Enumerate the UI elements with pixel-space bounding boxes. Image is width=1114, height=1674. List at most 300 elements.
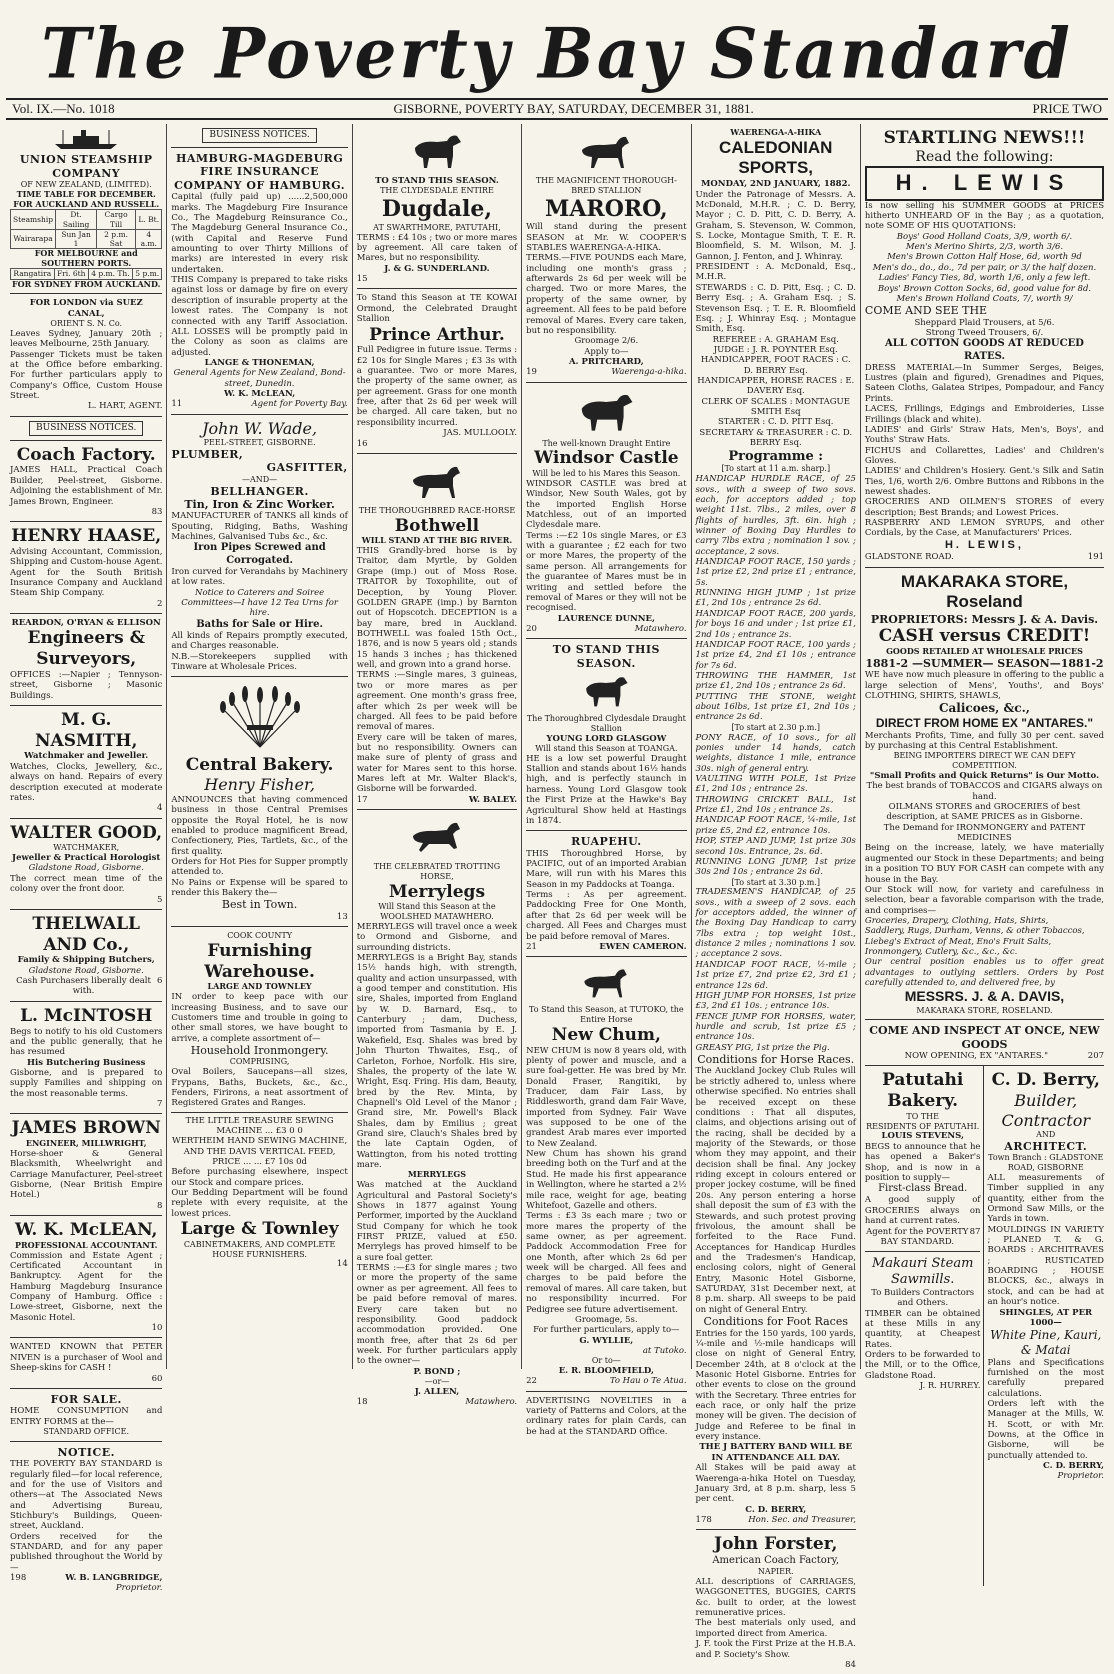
nasmith-title: M. G. NASMITH, bbox=[35, 710, 138, 751]
table-cell: Cargo Till bbox=[97, 210, 136, 229]
merrylegs-head: THE CELEBRATED TROTTING HORSE, bbox=[373, 862, 501, 881]
list-item: THROWING THE HAMMER, 1st prize £1, 2nd 10s ; entrance 2s 6d. bbox=[695, 671, 856, 692]
patutahi-agent: Agent for the POVERTY BAY STANDARD. bbox=[866, 1226, 969, 1247]
hamburg-agent-sub: Agent for Poverty Bay. bbox=[251, 399, 348, 410]
newchum-text: NEW CHUM is now 8 years old, with plenty of power and muscle, and a sure foal-getter. He was bred by Mr. Donald Fraser, Rangitiki, by Traducer, dam Fair Lass, by Riddlesworth, grand dam Fair Wave, imported from Sydney. Fair Wave was supposed to be one of the grandest Arab mares ever imported to New Zealand. bbox=[526, 1045, 687, 1149]
newchum-text-2: New Chum has shown his grand breeding both on the Turf and at the Stud. He made his first appearance in Wellington, where he started a 2½ mile race, weight for age, beating Whitefoot, Gazelle and others. bbox=[526, 1149, 687, 1211]
townley-sub: LARGE AND TOWNLEY bbox=[207, 981, 312, 992]
merrylegs-text: MERRYLEGS will travel once a week to Ormond and Gisborne, and surrounding districts. bbox=[356, 921, 518, 953]
ad-number: 198 bbox=[10, 1573, 27, 1584]
windsor-signature: LAURENCE DUNNE, bbox=[557, 613, 655, 624]
table-cell: Fri. 6th bbox=[54, 269, 88, 279]
makaraka-signature-2: MAKARAKA STORE, ROSELAND. bbox=[916, 1005, 1053, 1015]
ad-mclean bbox=[10, 1216, 162, 1338]
notices-heading: BUSINESS NOTICES. bbox=[29, 421, 143, 436]
bottom-right bbox=[984, 1066, 1104, 1586]
list-item: HOP, STEP AND JUMP, 1st prize 30s second 10s. Entrance, 2s. 6d. bbox=[695, 836, 856, 857]
makaraka-title: MAKARAKA STORE, Roseland bbox=[900, 571, 1069, 612]
mcintosh-text-2: Gisborne, and is prepared to supply Families and shipping on the most reasonable terms. bbox=[10, 1068, 163, 1099]
notice-signature: W. B. LANGBRIDGE, bbox=[65, 1573, 163, 1584]
sports-judge: JUDGE : J. R. POYNTER Esq. bbox=[713, 344, 838, 355]
masthead-title: The Poverty Bay Standard bbox=[41, 12, 1073, 95]
table-cell: Wairarapa bbox=[11, 229, 56, 248]
good-title: WALTER GOOD, bbox=[10, 822, 163, 843]
lewis-fichus: FICHUS and Collarettes, Ladies' and Children's Gloves. bbox=[864, 445, 1105, 466]
column-6 bbox=[861, 124, 1108, 1482]
wade-sub: PEEL-STREET, GISBORNE. bbox=[203, 438, 316, 448]
union-table-title: TIME TABLE FOR DECEMBER. bbox=[16, 188, 156, 199]
berry-signature: C. D. BERRY, bbox=[1043, 1461, 1105, 1472]
volume-number: Vol. IX.—No. 1018 bbox=[12, 101, 115, 116]
good-text: The correct mean time of the colony over the front door. bbox=[10, 873, 163, 895]
arthur-title: Prince Arthur. bbox=[369, 324, 505, 345]
table-cell: Dt. Sailing bbox=[56, 210, 97, 229]
townley-text-4: Our Bedding Department will be found replete with every requisite, at the lowest prices. bbox=[171, 1188, 348, 1219]
wade-trade-4: BELLHANGER. bbox=[210, 484, 309, 498]
union-route-1: FOR AUCKLAND AND RUSSELL. bbox=[13, 198, 160, 209]
wade-title: John W. Wade, bbox=[202, 418, 318, 438]
sports-start-1: [To start at 11 a.m. sharp.] bbox=[721, 464, 831, 474]
table-cell: 4 p.m. Th. bbox=[88, 269, 132, 279]
lewis-items bbox=[865, 232, 1104, 305]
haase-text: Advising Accountant, Commission, Shipping and Custom-house Agent. Agent for the South British Insurance Company and Auckland Steam Ship Company. bbox=[10, 546, 163, 599]
wade-trade-3: —AND— bbox=[241, 474, 278, 484]
townley-text: IN order to keep pace with our increasing Business, and to save our Customers time and trouble in going to other small stores, we have bought to arrive, a complete assortment of— bbox=[171, 992, 348, 1044]
thelwall-text: Cash Purchasers liberally dealt with. bbox=[16, 976, 151, 997]
steamship-icon bbox=[51, 128, 121, 150]
union-route-3: FOR SYDNEY FROM AUCKLAND. bbox=[11, 278, 161, 289]
sports-clerk: CLERK OF SCALES : MONTAGUE SMITH Esq bbox=[701, 396, 850, 418]
comeinspect-sub: NOW OPENING, EX "ANTARES." bbox=[904, 1051, 1049, 1062]
lewis-signature: H. LEWIS, bbox=[944, 538, 1024, 551]
business-notices-head bbox=[10, 417, 162, 441]
ad-patutahi-bakery bbox=[865, 1066, 981, 1252]
ad-number: 87 bbox=[969, 1226, 981, 1237]
makaraka-direct: DIRECT FROM HOME EX "ANTARES." bbox=[875, 716, 1094, 731]
list-item: HIGH JUMP FOR HORSES, 1st prize £3, 2nd £1 10s. ; entrance 10s. bbox=[695, 990, 856, 1012]
newchum-title: New Chum, bbox=[551, 1024, 661, 1045]
bothwell-title: Bothwell bbox=[394, 515, 480, 536]
ad-number: 5 bbox=[157, 894, 163, 905]
comeinspect-title: COME AND INSPECT AT ONCE, NEW GOODS bbox=[869, 1024, 1100, 1051]
ad-number: 191 bbox=[1087, 552, 1105, 563]
ad-reardon bbox=[10, 614, 162, 706]
ad-windsor-castle bbox=[526, 383, 686, 640]
dugdale-sub: THE CLYDESDALE ENTIRE bbox=[380, 186, 494, 196]
haase-title: HENRY HAASE, bbox=[11, 526, 162, 547]
bottom-left bbox=[865, 1066, 985, 1586]
column-5 bbox=[692, 124, 861, 1670]
good-place: Gladstone Road, Gisborne. bbox=[28, 863, 144, 874]
sawmills-text: TIMBER can be obtained at these Mills in any quantity, at Cheapest Rates. bbox=[864, 1308, 981, 1350]
lewis-come: COME AND SEE THE bbox=[864, 304, 988, 318]
ad-number: 178 bbox=[695, 1514, 712, 1525]
hamburg-agent: W. K. McLEAN, bbox=[223, 389, 296, 400]
makaraka-season: 1881-2 —SUMMER— SEASON—1881-2 bbox=[865, 656, 1104, 670]
ad-number: 2 bbox=[157, 598, 163, 609]
patutahi-text-2: A good supply of GROCERIES always on hand at current rates. bbox=[864, 1195, 981, 1227]
arthur-text: Full Pedigree in future issue. Terms : £2 10s for Single Mares ; £3 3s with a guarantee. Two or more Mares, the property of the same owner, as per agreement. Grass for one month free, after that 2s 6d per week will be charged. All care taken, but no responsibility incurred. bbox=[356, 345, 518, 428]
ad-come-inspect bbox=[865, 1020, 1104, 1066]
wanted-text: WANTED KNOWN that PETER NIVEN is a purchaser of Wool and Sheep-skins for CASH ! bbox=[10, 1342, 163, 1374]
sports-signature: C. D. BERRY, bbox=[745, 1504, 807, 1515]
ad-notice bbox=[10, 1442, 162, 1598]
forster-text-2: The best materials only used, and imported direct from America. bbox=[695, 1618, 856, 1639]
list-item: Boys' Brown Cotton Socks, 6d, good value for 8d. bbox=[877, 283, 1092, 294]
wade-text: MANUFACTURER of TANKS all kinds of Spouting, Ridging, Baths, Washing Machines, Galvanised Tubs &c., &c. bbox=[171, 511, 348, 543]
bottom-split bbox=[865, 1066, 1104, 1586]
sports-patronage: Under the Patronage of Messrs. A. McDonald, M.H.R. ; C. D. Berry, Mayor ; C. D. Pitt, C. D. Berry, A. Graham, S. Stevenson, W. Common, S. Locke, Montague Smith, T. E. R. Bloomfield, S. M. Wilson, M. J. Gannon, J. Fenton, and J. Whinray. bbox=[695, 189, 856, 262]
lewis-signature-2: GLADSTONE ROAD. bbox=[864, 552, 954, 563]
makaraka-proprietors: PROPRIETORS: Messrs J. & A. Davis. bbox=[870, 613, 1099, 627]
wade-text-3: All kinds of Repairs promptly executed, and Charges reasonable. bbox=[171, 630, 348, 652]
table-cell: L. Bt. bbox=[136, 210, 162, 229]
makaraka-signature: MESSRS. J. & A. DAVIS, bbox=[904, 988, 1065, 1005]
mcintosh-text: Begs to notify to his old Customers and the public generally, that he has resumed bbox=[10, 1026, 163, 1058]
arthur-head: To Stand this Season at TE KOWAI Ormond, the Celebrated Draught Stallion bbox=[356, 293, 518, 325]
makaraka-text-7: Our Stock will now, for variety and carefulness in selection, bear a favorable comparison with the trade, and comprises— bbox=[864, 884, 1105, 916]
makaraka-calicoes: Calicoes, &c., bbox=[938, 701, 1030, 716]
maroro-signature-2: Waerenga-a-hika. bbox=[611, 367, 687, 378]
hamburg-firm-sub: General Agents for New Zealand, Bond-street, Dunedin. bbox=[173, 368, 346, 389]
sports-head: WAERENGA-A-HIKA bbox=[730, 127, 822, 137]
ad-number: 84 bbox=[845, 1659, 856, 1670]
mclean-title: W. K. McLEAN, bbox=[14, 1220, 158, 1241]
berry-sub-2: ARCHITECT. bbox=[1004, 1139, 1088, 1153]
lewis-read: Read the following: bbox=[915, 148, 1054, 165]
hamburg-text: Capital (fully paid up) ......2,500,000 marks. The Magdeburg Fire Insurance Co., The Magdeburg Reinsurance Co., The Magdeburg General Insurance Co., (with Capital and Reserve Fund amounting to over Thirty Millions of marks) are interested in every risk undertaken. bbox=[171, 192, 348, 275]
ad-merrylegs bbox=[357, 810, 517, 1411]
dugdale-signature: J. & G. SUNDERLAND. bbox=[384, 263, 490, 274]
sports-stakes: All Stakes will be paid away at Waerenga-a-hika Hotel on Tuesday, January 3rd, at 8 p.m. sharp, less 5 per cent. bbox=[695, 1463, 856, 1505]
berry-shingles: SHINGLES, AT PER 1000— bbox=[999, 1307, 1093, 1328]
dugdale-head: TO STAND THIS SEASON. bbox=[375, 176, 499, 186]
bothwell-text: THIS Grandly-bred horse is by Traitor, dam Myrtle, by Golden Grape (imp.) out of Moss Rose. TRAITOR by Toxophilite, out of Deception, by Young Plover. GOLDEN GRAPE (imp.) by Barnton out of Hopscotch. DECEPTION is a bay mare, bred in Auckland. BOTHWELL was foaled 15th Oct., 1876, and is now 5 years old ; stands 15 hands 3 inches ; has thickened well, and grown into a grand horse. bbox=[356, 546, 518, 671]
good-sub: WATCHMAKER, bbox=[53, 843, 120, 853]
ad-lord-glasgow bbox=[526, 639, 686, 831]
mcintosh-sub: His Butchering Business bbox=[27, 1057, 146, 1068]
price: PRICE TWO bbox=[1032, 101, 1102, 116]
townley-treasure: THE LITTLE TREASURE SEWING MACHINE ... £3 0 0 bbox=[185, 1115, 334, 1136]
suez-text: Leaves Sydney, January 20th ; leaves Melbourne, 25th January. bbox=[10, 328, 163, 350]
notice-text: THE POVERTY BAY STANDARD is regularly filed—for local reference, and for the use of Visitors and others—at The Associated News and Advertising Bureau, Stichbury's Buildings, Queen-street, Auckland. bbox=[10, 1459, 163, 1532]
wade-trade: PLUMBER, bbox=[171, 448, 244, 461]
sports-foot-text: Entries for the 150 yards, 100 yards, ¼-mile and ½-mile handicaps will close on night of General Entry, December 24th, at 8 o'clock at the Masonic Hotel Gisborne. Entries for other events to close on the ground with the Secretary. Three entries for each race, or only half the prize money will be given. The decision of Judge and Referee to be final in every instance. bbox=[695, 1328, 856, 1443]
ad-number: 13 bbox=[336, 911, 348, 922]
list-item: FENCE JUMP FOR HORSES, water, hurdle and scrub, 1st prize £5 ; entrance 10s. bbox=[695, 1011, 856, 1043]
ad-number: 19 bbox=[526, 367, 537, 378]
patutahi-title: Patutahi Bakery. bbox=[882, 1070, 964, 1112]
patutahi-residents: RESIDENTS OF PATUTAHI. bbox=[866, 1121, 980, 1131]
list-item: Men's Brown Cotton Half Hose, 6d, worth 9d bbox=[887, 252, 1082, 263]
ad-new-chum bbox=[526, 957, 686, 1391]
reardon-title: REARDON, O'RYAN & ELLISON bbox=[11, 618, 161, 629]
patutahi-name: LOUIS STEVENS, bbox=[881, 1131, 964, 1142]
merrylegs-text-4: TERMS :—£3 for single mares ; two or more the property of the same owner as per agreement. All fees to be paid before removal of mares. Every care taken but no responsibility. Good paddock accommodation provided. One month free, after that 2s 6d per week. For further particulars apply to the owner— bbox=[356, 1263, 518, 1367]
forster-sub: American Coach Factory, bbox=[712, 1555, 840, 1567]
suez-title: FOR LONDON via SUEZ CANAL, bbox=[29, 298, 143, 319]
table-cell: Steamship bbox=[11, 210, 56, 229]
list-item: HANDICAP FOOT RACE, 100 yards ; 1st prize £4, 2nd £1 10s ; entrance for 7s 6d. bbox=[695, 639, 856, 671]
makaraka-list bbox=[865, 916, 1104, 957]
coach-title: Coach Factory. bbox=[16, 444, 156, 465]
ad-makaraka-store bbox=[865, 568, 1104, 1021]
wade-line-2: Iron Pipes Screwed and Corrogated. bbox=[193, 542, 326, 566]
place-date: GISBORNE, POVERTY BAY, SATURDAY, DECEMBER 31, 1881. bbox=[393, 101, 754, 116]
list-item: PONY RACE, of 10 sovs., for all ponies under 14 hands, catch weights, distance 1 mile, entrance 30s. nigh of general entry. bbox=[695, 732, 856, 774]
clydesdale-icon bbox=[576, 674, 636, 710]
ruapehu-text: THIS Thoroughbred Horse, by PACIFIC, out of an imported Arabian Mare, will run with his Mares this Season in my Paddocks at Toanga. bbox=[526, 848, 687, 890]
ad-number: 22 bbox=[526, 1376, 537, 1387]
thelwall-sub: Family & Shipping Butchers, bbox=[17, 955, 155, 966]
sawmills-title: Makauri Steam Sawmills. bbox=[871, 1256, 974, 1288]
list-item: Men's Merino Shirts, 2/3, worth 3/6. bbox=[905, 242, 1064, 253]
table-row bbox=[11, 269, 162, 279]
business-notices-head-2 bbox=[171, 124, 347, 148]
sports-conditions-horse: Conditions for Horse Races. bbox=[697, 1053, 855, 1067]
list-item: Strong Tweed Trousers, 6/. bbox=[925, 328, 1044, 338]
berry-signature-2: Proprietor. bbox=[1057, 1471, 1105, 1482]
makaraka-text-8: Our central position enables us to offer great advantages to outlying settlers. Orders by Post carefully attended to, and delivered free, by bbox=[864, 957, 1105, 989]
berry-text-4: Orders left with the Manager at the Mills, W. H. Scott, or with Mr. Downs, at the Office in Gisborne, will be punctually attended to. bbox=[987, 1398, 1105, 1461]
glasgow-head: TO STAND THIS SEASON. bbox=[552, 643, 660, 670]
wade-text-4: N.B.—Storekeepers supplied with Tinware at Wholesale Prices. bbox=[171, 651, 348, 672]
glasgow-text: HE is a low set powerful Draught Stallion and stands about 16½ hands high, and is perfectly staunch in harness. Young Lord Glasgow took the First Prize at the Hawke's Bay Agricultural Show held at Hastings in 1874. bbox=[526, 753, 687, 826]
ad-bothwell bbox=[357, 454, 517, 810]
sports-president: PRESIDENT : A. McDonald, Esq., M.H.R. bbox=[695, 262, 856, 283]
merrylegs-signature: P. BOND ; bbox=[413, 1366, 461, 1377]
merrylegs-sub-2: MERRYLEGS bbox=[407, 1169, 466, 1180]
ad-number: 7 bbox=[157, 1099, 163, 1110]
newchum-signature: G. WYLLIE, bbox=[579, 1335, 634, 1346]
list-item: THROWING CRICKET BALL, 1st Prize £1, 2nd 10s ; entrance 2s. bbox=[695, 794, 856, 816]
ad-union-steamship bbox=[10, 124, 162, 294]
ad-number: 20 bbox=[526, 623, 537, 634]
forsale-text: HOME CONSUMPTION and ENTRY FORMS at the— bbox=[10, 1406, 163, 1427]
list-item: RUNNING HIGH JUMP ; 1st prize £1, 2nd 10s ; entrance 2s 6d. bbox=[695, 588, 856, 609]
ad-large-townley bbox=[171, 927, 347, 1274]
list-item: Ironmongery, Cutlery, &c., &c., &c. bbox=[864, 947, 1018, 958]
makaraka-text-3: The best brands of TOBACCOS and CIGARS always on hand. bbox=[866, 781, 1103, 802]
ad-nasmith bbox=[10, 706, 162, 819]
table-cell: Rangatira bbox=[11, 269, 55, 279]
reardon-text: OFFICES :—Napier ; Tennyson-street, Gisborne ; Masonic Buildings. bbox=[10, 669, 163, 701]
ad-number: 16 bbox=[356, 438, 368, 449]
mclean-text: Commission and Estate Agent ; Certificated Accountant in Bankruptcy. Agent for the Hamburg Magdeburg Insurance Company of Hamburg. Office : Lowe-street, Gisborne, next the Masonic Hotel. bbox=[10, 1250, 163, 1323]
wade-text-2: Iron curved for Verandahs by Machinery at low rates. bbox=[171, 566, 348, 588]
townley-firm: Large & Townley bbox=[180, 1219, 339, 1240]
list-item: HANDICAP FOOT RACE, ¼-mile, 1st prize £5, 2nd £2, entrance 10s. bbox=[695, 815, 856, 836]
list-item: Liebeg's Extract of Meat, Eno's Fruit Salts, bbox=[864, 936, 1052, 947]
column-1 bbox=[6, 124, 167, 1594]
ad-number: 83 bbox=[151, 506, 163, 517]
newchum-groomage: Groomage, 5s. bbox=[575, 1314, 638, 1325]
reardon-sub: Engineers & Surveyors, bbox=[27, 628, 145, 670]
sports-title: CALEDONIAN SPORTS, bbox=[719, 137, 833, 178]
merrylegs-signature-3: Matawhero. bbox=[465, 1397, 518, 1408]
dateline bbox=[6, 98, 1108, 120]
list-item: Sheppard Plaid Trousers, at 5/6. bbox=[914, 317, 1055, 328]
table-row bbox=[11, 210, 162, 229]
windsor-sub: Will be led to his Mares this Season. bbox=[532, 469, 681, 479]
suez-signature: L. HART, AGENT. bbox=[88, 401, 163, 412]
patutahi-text: BEGS to announce that he has opened a Baker's Shop, and is now in a position to supply— bbox=[864, 1141, 981, 1183]
list-item: PUTTING THE STONE, weight about 16lbs, 1st prize £1, 2nd 10s ; entrance 2s 6d. bbox=[695, 691, 856, 723]
lewis-laces: LACES, Frillings, Edgings and Embroideries, Lisse Frillings (black and white). bbox=[864, 404, 1105, 425]
notice-signature-2: Proprietor. bbox=[115, 1583, 163, 1594]
forster-title: John Forster, bbox=[714, 1534, 838, 1555]
makaraka-importers: BEING IMPORTERS DIRECT WE CAN DEFY COMPETITION. bbox=[893, 751, 1076, 771]
ad-james-brown bbox=[10, 1114, 162, 1216]
ruapehu-title: RUAPEHU. bbox=[571, 835, 642, 849]
newchum-apply: For further particulars, apply to— bbox=[533, 1325, 680, 1336]
suez-text-2: Passenger Tickets must be taken at the Office before embarking. For further particulars apply to Company's Office, Custom House Street. bbox=[10, 349, 163, 401]
sports-referee: REFEREE : A. GRAHAM Esq. bbox=[712, 334, 839, 345]
wade-trade-2: GASFITTER, bbox=[266, 461, 348, 475]
townley-title: Furnishing Warehouse. bbox=[204, 940, 315, 982]
forster-place: NAPIER. bbox=[757, 1567, 794, 1577]
list-item: HANDICAP FOOT RACE, 150 yards ; 1st prize £2, 2nd prize £1 ; entrance, 5s. bbox=[695, 557, 856, 588]
windsor-signature-2: Matawhero. bbox=[634, 623, 687, 634]
ad-number: 6 bbox=[157, 976, 163, 987]
berry-text: ALL measurements of Timber supplied in any quantity, either from the Ormond Saw Mills, or the Yards in town. bbox=[987, 1172, 1105, 1225]
ad-wade bbox=[171, 415, 347, 678]
ruapehu-signature: EWEN CAMERON. bbox=[599, 941, 687, 952]
ad-number: 11 bbox=[171, 399, 183, 410]
list-item: GREASY PIG, 1st prize the Pig. bbox=[695, 1042, 830, 1053]
sawmills-sub: To Builders Contractors and Others. bbox=[871, 1287, 975, 1309]
berry-text-3: Plans and Specifications furnished on the most carefully prepared calculations. bbox=[987, 1357, 1105, 1399]
mcintosh-title: L. McINTOSH bbox=[20, 1005, 153, 1026]
patutahi-bread: First-class Bread. bbox=[878, 1183, 968, 1195]
ad-h-lewis bbox=[865, 124, 1104, 568]
dugdale-place: AT SWARTHMORE, PATUTAHI, bbox=[373, 222, 501, 232]
newchum-head: To Stand this Season, at TUTOKO, the Entire Horse bbox=[529, 1005, 684, 1025]
lewis-hosiery: LADIES' and Children's Hosiery. Gent.'s Silk and Satin Ties, 1/6, worth 2/6. Ombre Buttons and Ribbons in the newest shades. bbox=[864, 466, 1105, 498]
makaraka-text-6: Being on the increase, lately, we have materially augmented our Stock in these Departments; and being in a position TO BUY FOR CASH can compete with any house in the Bay. bbox=[864, 843, 1105, 885]
column-3 bbox=[353, 124, 522, 1408]
sports-conditions-text: The Auckland Jockey Club Rules will be strictly adhered to, unless where otherwise specified. No entries shall be received except on these conditions : That all disputes, claims, and objections arising out of the racing, shall be decided by a majority of the Stewards, or those whom they may appoint, and their decision shall be final. Any jockey riding except in colours entered or proper jockey costume, will be fined 20s. Any person entering a horse shall deposit the sum of £3 with the Stewards, and such protest proving frivolous, the amount shall be forfeited to the Race Fund. Acceptances for Handicap Hurdles and the Tradesmen's Handicap, enclosing colors, night of General Entry, Masonic Hotel Gisborne, SATURDAY, 31st December next, at 8 p.m. sharp. All sweeps to be paid on night of General Entry. bbox=[695, 1066, 856, 1315]
hamburg-text-2: THIS Company is prepared to take risks against loss or damage by fire on every description of insurable property at the lowest rates. The Company is not connected with any Tariff Association. ALL LOSSES will be promptly paid in the Colony as soon as claims are adjusted. bbox=[171, 275, 348, 358]
thelwall-place: Gladstone Road, Gisborne. bbox=[28, 965, 144, 976]
sports-handicapper-horse: HANDICAPPER, HORSE RACES : E. DAVERY Esq. bbox=[697, 376, 855, 397]
windsor-text: WINDSOR CASTLE was bred at Windsor, New South Wales, got by the imported English Horse Matchless, out of an imported Clydesdale mare. bbox=[526, 478, 687, 531]
makaraka-motto: "Small Profits and Quick Returns" is Our Motto. bbox=[869, 770, 1100, 781]
wade-line-3: Baths for Sale or Hire. bbox=[196, 618, 323, 630]
patutahi-to: TO THE bbox=[906, 1111, 939, 1121]
townley-ironmongery: Household Ironmongery. bbox=[190, 1043, 329, 1057]
list-item: TRADESMEN'S HANDICAP, of 25 sovs., with a sweep of 2 sovs. each for acceptors added, the winner of the Boxing Day Handicap to carry 7lbs extra ; top weight 10st., distance 2 miles ; nominations 1 sov. ; acceptance 2 sovs. bbox=[695, 887, 856, 960]
newchum-text-3: Terms : £3 3s each mare ; two or more mares the property of the same owner, as per agreement. Paddock Accommodation Free for one Month, after which 2s 6d per week will be charged. All fees and charges to be paid before the removal of mares. All care taken, but no responsibility incurred. For Pedigree see future advertisement. bbox=[526, 1211, 687, 1315]
ad-number: 4 bbox=[157, 803, 163, 814]
sports-start-2: [To start at 2.30 p.m.] bbox=[731, 722, 821, 732]
union-sub: OF NEW ZEALAND, (LIMITED). bbox=[20, 180, 152, 190]
stallion-icon bbox=[576, 132, 636, 172]
advertising-text: ADVERTISING NOVELTIES in a variety of Patterns and Colors, at the ordinary rates for plain Cards, can be had at the STANDARD Office. bbox=[526, 1395, 687, 1437]
bothwell-text-2: TERMS :—Single mares, 3 guineas, two or more mares as per agreement. One month's grass free, after which 2s per week will be charged. All fees to be paid before removal of mares. bbox=[356, 670, 518, 733]
sports-conditions-foot: Conditions for Foot Races bbox=[703, 1315, 848, 1329]
townley-price: PRICE ... ... £7 10s 0d bbox=[212, 1157, 307, 1168]
townley-comprising: COMPRISING, bbox=[229, 1057, 290, 1067]
ad-prince-arthur bbox=[357, 289, 517, 453]
good-sub-2: Jeweller & Practical Horologist bbox=[12, 853, 161, 864]
maroro-text: Will stand during the present SEASON at Mr. W. COOPER'S STABLES WAERENGA-A-HIKA. bbox=[526, 222, 687, 254]
sports-stewards: STEWARDS : C. D. Pitt, Esq. ; C. D. Berry Esq. ; A. Graham Esq. ; S. Stevenson Esq. ; T. E. R. Bloomfield Esq. ; J. Whinray Esq. ; Montague Smith, Esq. bbox=[695, 282, 856, 335]
list-item: HANDICAP FOOT RACE, ½-mile ; 1st prize £7, 2nd prize £2, 3rd £1 ; entrance 12s 6d. bbox=[695, 959, 856, 991]
merrylegs-or: —or— bbox=[424, 1377, 450, 1387]
list-item: Men's Brown Holland Coats, 7/, worth 9/ bbox=[896, 293, 1073, 304]
notice-title: NOTICE. bbox=[57, 1445, 115, 1459]
ad-john-forster bbox=[696, 1530, 856, 1674]
trotting-horse-icon bbox=[407, 818, 467, 858]
glasgow-sub: The Thoroughbred Clydesdale Draught Stallion bbox=[526, 714, 686, 733]
merrylegs-text-3: Was matched at the Auckland Agricultural and Pastoral Society's Shows in 1877 against Young Performer, imported by the Auckland Stud Company for which he took FIRST PRIZE, valued at £50. Merrylegs has proved himself to be a sure foal getter. bbox=[356, 1180, 518, 1263]
wade-notice: Notice to Caterers and Soiree Committees—I have 12 Tea Urns for hire. bbox=[181, 587, 338, 619]
brown-sub: ENGINEER, MILLWRIGHT, bbox=[25, 1138, 147, 1149]
ad-haase bbox=[10, 522, 162, 614]
berry-text-2: MOULDINGS IN VARIETY ; PLANED T. & G. BOARDS : ARCHITRAVES ; RUSTICATED BOARDING ; HOUSE BLOCKS, &c., always in stock, and can be had at an hour's notice. bbox=[987, 1224, 1105, 1308]
sawmills-text-2: Orders to be forwarded to the Mill, or to the Office, Gladstone Road. bbox=[864, 1350, 981, 1381]
ad-wanted bbox=[10, 1338, 162, 1388]
notice-text-2: Orders received for the STANDARD, and for any paper published throughout the World by— bbox=[10, 1531, 163, 1573]
ad-ruapehu bbox=[526, 831, 686, 957]
lewis-cotton: ALL COTTON GOODS AT REDUCED RATES. bbox=[885, 338, 1084, 362]
maroro-signature: A. PRITCHARD, bbox=[568, 357, 644, 367]
townley-wertheim: WERTHEIM HAND SEWING MACHINE, AND THE DAVIS VERTICAL FEED, bbox=[171, 1136, 348, 1157]
wheat-sheaf-icon bbox=[205, 681, 315, 751]
merrylegs-sub: Will Stand this Season at the WOOLSHED MATAWHERO. bbox=[378, 902, 496, 922]
suez-sub: ORIENT S. N. Co. bbox=[50, 319, 123, 329]
lewis-head: STARTLING NEWS!!! bbox=[883, 128, 1086, 148]
lewis-name: H. LEWIS bbox=[865, 166, 1104, 201]
sports-events-1 bbox=[696, 474, 856, 723]
mclean-sub: PROFESSIONAL ACCOUNTANT. bbox=[15, 1239, 158, 1250]
forster-text: ALL descriptions of CARRIAGES, WAGGONETTES, BUGGIES, CARTS &c. built to order, at the lowest remunerative prices. bbox=[695, 1577, 856, 1619]
merrylegs-signature-2: J. ALLEN, bbox=[414, 1386, 460, 1397]
hamburg-firm: LANGE & THONEMAN, bbox=[204, 357, 315, 368]
bakery-text: ANNOUNCES that having commenced business in those Central Premises opposite the Royal Hotel, he is now enabled to produce magnificent Bread, Confectionery, Pies, Tartlets, &c., of the first quality. bbox=[171, 794, 348, 857]
entire-horse-icon bbox=[576, 965, 636, 1001]
list-item: Ladies' Fancy Ties, 8d, worth 1/6, only a few left. bbox=[878, 273, 1091, 284]
lewis-text: Is now selling his SUMMER GOODS at PRICES hitherto UNHEARD OF in the Bay ; as a quotation, note SOME OF HIS QUOTATIONS: bbox=[864, 200, 1105, 232]
sports-secretary: SECRETARY & TREASURER : C. D. BERRY Esq. bbox=[699, 427, 853, 449]
ad-number: 15 bbox=[356, 274, 368, 285]
dugdale-text: TERMS : £4 10s ; two or more mares by agreement. All care taken of Mares, but no responsibility. bbox=[356, 232, 518, 264]
maroro-title: MARORO, bbox=[544, 195, 668, 222]
lewis-raspberry: RASPBERRY AND LEMON SYRUPS, and other Cordials, by the Case, at Manufacturers' Prices. bbox=[864, 518, 1105, 539]
table-cell: 4 a.m. bbox=[136, 229, 162, 248]
forsale-title: FOR SALE. bbox=[50, 1392, 122, 1406]
ad-thelwall bbox=[10, 910, 162, 1002]
maroro-text-2: TERMS.—FIVE POUNDS each Mare, including one month's grass ; afterwards 2s 6d per week will be charged. Two or more Mares, the property of the same owner, by agreement. All fees to be paid before removal of Mares. Every care taken, but no responsibility. bbox=[526, 253, 687, 336]
ad-for-sale bbox=[10, 1389, 162, 1442]
sawmills-signature: J. R. HURREY. bbox=[919, 1381, 981, 1392]
townley-text-2: Oval Boilers, Saucepans—all sizes, Frypans, Baths, Buckets, &c., &c., Fenders, Firirons, a neat assortment of Registered Grates and Ranges. bbox=[171, 1067, 348, 1109]
lewis-dress: DRESS MATERIAL—In Summer Serges, Beiges, Lustres (plain and figured), Grenadines and Piques, Sateen Cloths, Galatea Stripes, Pompadour, and Fancy Prints. bbox=[864, 362, 1105, 404]
makaraka-cash: CASH versus CREDIT! bbox=[878, 626, 1091, 647]
arthur-signature: JAS. MULLOOLY. bbox=[443, 428, 518, 439]
newchum-or: Or to— bbox=[591, 1356, 621, 1366]
hamburg-title: HAMBURG-MAGDEBURG FIRE INSURANCE COMPANY OF HAMBURG. bbox=[174, 151, 346, 192]
timetable bbox=[10, 209, 162, 249]
list-item: Men's do., do., do., 7d per pair, or 3/ the half dozen. bbox=[872, 262, 1097, 273]
draught-entire-icon bbox=[571, 391, 641, 435]
table-cell: Sun Jan 1 bbox=[56, 229, 97, 248]
ad-hamburg bbox=[171, 148, 347, 415]
racehorse-icon bbox=[407, 462, 467, 502]
coach-text: JAMES HALL, Practical Coach Builder, Peel-street, Gisborne. Adjoining the establishment of Mr. James Brown, Engineer. bbox=[10, 465, 163, 507]
list-item: HANDICAP FOOT RACE, 200 yards, for boys 16 and under ; 1st prize £1, 2nd 10s ; entrance 2s. bbox=[695, 608, 856, 640]
